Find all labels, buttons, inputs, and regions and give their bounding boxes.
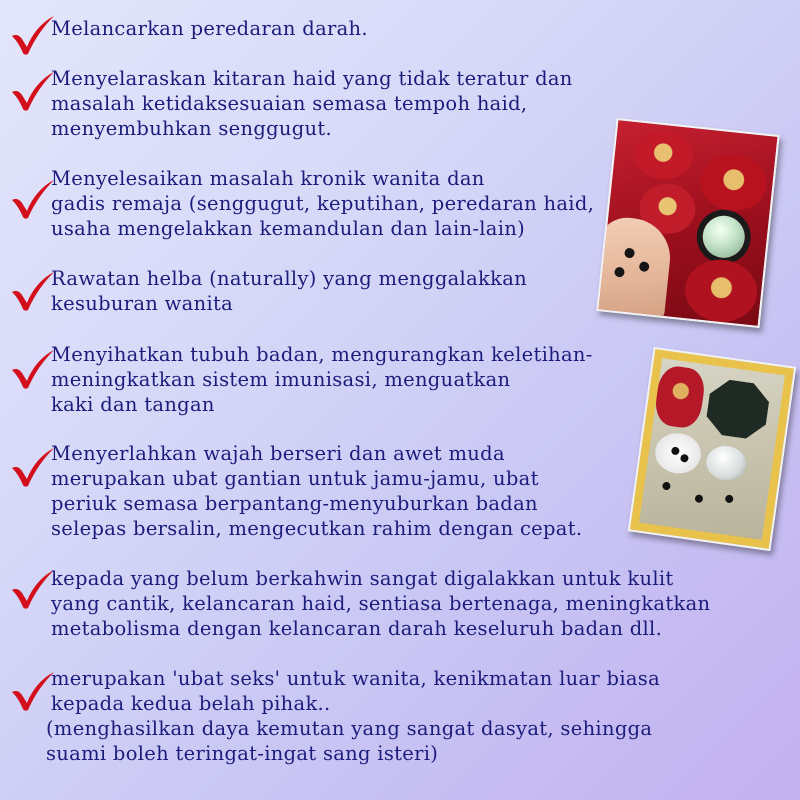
red-checkmark-icon <box>10 178 56 220</box>
benefit-text <box>51 566 710 641</box>
benefit-text <box>51 342 593 417</box>
red-checkmark-icon <box>10 14 56 56</box>
benefit-text-line: menyembuhkan senggugut. <box>51 117 333 140</box>
benefit-text-line: Rawatan helba (naturally) yang menggalakkan <box>51 267 528 290</box>
benefit-text <box>51 166 594 241</box>
benefit-text-line: meningkatkan sistem imunisasi, menguatkan <box>51 368 511 391</box>
red-checkmark-icon <box>10 568 56 610</box>
benefit-text <box>51 66 573 141</box>
benefit-text <box>51 441 582 541</box>
benefit-text-line: metabolisma dengan kelancaran darah keseluruh badan dll. <box>51 617 663 640</box>
red-checkmark-icon <box>10 270 56 312</box>
red-checkmark-icon <box>10 70 56 112</box>
benefit-text-line: Menyerlahkan wajah berseri dan awet muda <box>51 442 505 465</box>
benefit-text-line: usaha mengelakkan kemandulan dan lain-lain) <box>51 217 526 240</box>
product-photo-red-boxes <box>596 118 779 328</box>
red-silk-box <box>631 128 696 182</box>
benefit-text-line: Menyihatkan tubuh badan, mengurangkan keletihan- <box>51 343 593 366</box>
benefit-text-line: kepada yang belum berkahwin sangat digalakkan untuk kulit <box>51 567 674 590</box>
benefit-text-line: Menyelaraskan kitaran haid yang tidak teratur dan <box>51 67 573 90</box>
benefit-text-line: yang cantik, kelancaran haid, sentiasa bertenaga, meningkatkan <box>51 592 711 615</box>
benefit-text-line: suami boleh teringat-ingat sang isteri) <box>46 742 439 765</box>
benefit-text <box>51 266 527 316</box>
benefit-text-line: gadis remaja (senggugut, keputihan, peredaran haid, <box>51 192 595 215</box>
red-checkmark-icon <box>10 670 56 712</box>
red-checkmark-icon <box>10 446 56 488</box>
benefit-text-line: Melancarkan peredaran darah. <box>51 17 368 40</box>
red-silk-box <box>698 151 769 214</box>
benefit-text-line: periuk semasa berpantang-menyuburkan badan <box>51 492 538 515</box>
benefit-text-line: masalah ketidaksesuaian semasa tempoh haid, <box>51 92 528 115</box>
benefit-text-line: (menghasilkan daya kemutan yang sangat dasyat, sehingga <box>46 717 653 740</box>
benefit-text-line: merupakan ubat gantian untuk jamu-jamu, ubat <box>51 467 539 490</box>
red-silk-box <box>682 256 760 325</box>
benefit-text <box>46 666 661 766</box>
benefit-text-line: kaki dan tangan <box>51 393 215 416</box>
jade-ball <box>701 214 747 260</box>
benefit-text <box>51 16 368 41</box>
red-checkmark-icon <box>10 348 56 390</box>
product-photo-tray <box>628 347 796 551</box>
benefit-text-line: merupakan 'ubat seks' untuk wanita, kenikmatan luar biasa <box>51 667 661 690</box>
benefit-text-line: Menyelesaikan masalah kronik wanita dan <box>51 167 485 190</box>
benefit-text-line: kepada kedua belah pihak.. <box>51 692 331 715</box>
benefit-text-line: kesuburan wanita <box>51 292 234 315</box>
benefit-text-line: selepas bersalin, mengecutkan rahim dengan cepat. <box>51 517 583 540</box>
